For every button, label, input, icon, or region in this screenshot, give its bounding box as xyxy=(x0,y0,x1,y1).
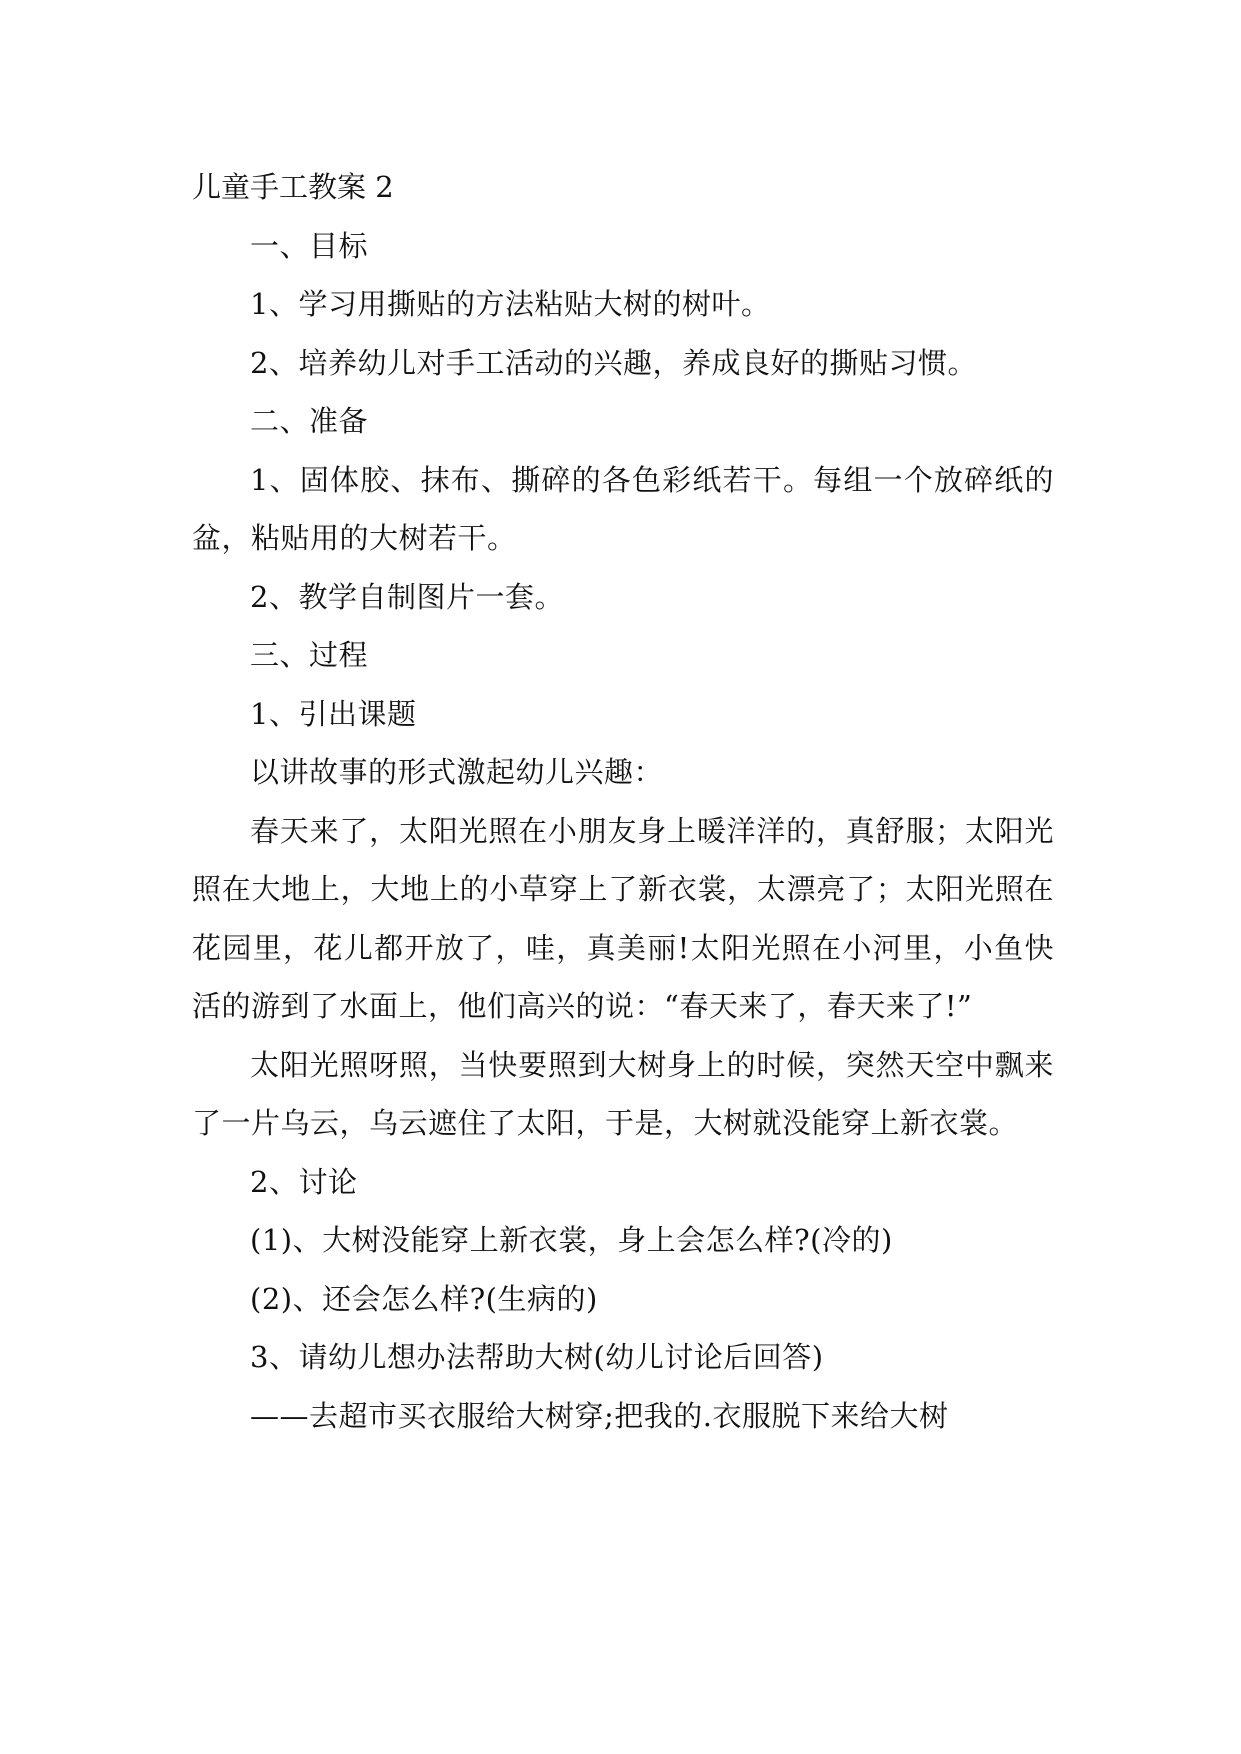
preparation-item-1: 1、固体胶、抹布、撕碎的各色彩纸若干。每组一个放碎纸的盆，粘贴用的大树若干。 xyxy=(192,462,1054,555)
section-heading-process: 三、过程 xyxy=(250,638,369,672)
document-title: 儿童手工教案 2 xyxy=(192,170,394,204)
section-heading-goals: 一、目标 xyxy=(250,228,369,263)
process-step-2: 2、讨论 xyxy=(250,1164,358,1199)
answer-paragraph: ——去超市买衣服给大树穿;把我的.衣服脱下来给大树 xyxy=(250,1398,949,1433)
process-step-3: 3、请幼儿想办法帮助大树(幼儿讨论后回答) xyxy=(250,1340,824,1374)
section-heading-preparation: 二、准备 xyxy=(250,404,369,438)
discussion-question-2: (2)、还会怎么样?(生病的) xyxy=(250,1281,598,1316)
story-paragraph-2: 太阳光照呀照，当快要照到大树身上的时候，突然天空中飘来了一片乌云，乌云遮住了太阳，于是，大树就没能穿上新衣裳。 xyxy=(192,1047,1054,1140)
goal-item-1: 1、学习用撕贴的方法粘贴大树的树叶。 xyxy=(250,287,771,321)
goal-item-2: 2、培养幼儿对手工活动的兴趣，养成良好的撕贴习惯。 xyxy=(250,345,977,380)
preparation-item-2: 2、教学自制图片一套。 xyxy=(250,579,564,614)
story-intro: 以讲故事的形式激起幼儿兴趣： xyxy=(250,755,664,789)
discussion-question-1: (1)、大树没能穿上新衣裳，身上会怎么样?(冷的) xyxy=(250,1223,893,1257)
document-body xyxy=(192,158,1054,1445)
story-paragraph-1: 春天来了，太阳光照在小朋友身上暖洋洋的，真舒服；太阳光照在大地上，大地上的小草穿上了新衣裳，太漂亮了；太阳光照在花园里，花儿都开放了，哇，真美丽!太阳光照在小河里，小鱼快活的游到了水面上，他们高兴的说：“春天来了，春天来了!” xyxy=(192,813,1054,1023)
process-step-1: 1、引出课题 xyxy=(250,696,417,731)
